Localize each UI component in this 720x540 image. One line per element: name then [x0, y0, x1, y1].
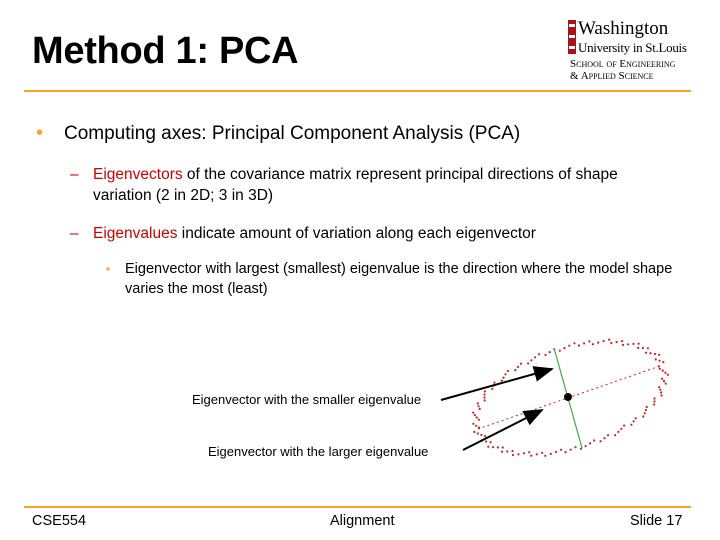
shape-point [506, 450, 508, 452]
shape-point [483, 393, 485, 395]
bullet-text: Computing axes: Principal Component Analysis (PCA) [64, 123, 521, 144]
shape-point [536, 453, 538, 455]
shape-point [502, 377, 504, 379]
shape-point [493, 382, 495, 384]
shape-point [630, 424, 632, 426]
shape-point [544, 455, 546, 457]
shape-point [655, 358, 657, 360]
shape-point [472, 412, 474, 414]
shape-point [507, 370, 509, 372]
shape-point [472, 423, 474, 425]
shape-point [665, 383, 667, 385]
shape-point [478, 405, 480, 407]
shape-point [663, 380, 665, 382]
label-smaller-eigenvalue: Eigenvector with the smaller eigenvalue [192, 392, 422, 407]
shape-point [653, 403, 655, 405]
footer-slide-number: Slide 17 [630, 513, 683, 529]
eigenvectors-term: Eigenvectors [93, 166, 183, 183]
shape-point [504, 373, 506, 375]
shape-point [645, 352, 647, 354]
shape-point [610, 342, 612, 344]
shape-point [616, 341, 618, 343]
shape-point [600, 440, 602, 442]
shape-point [578, 344, 580, 346]
shape-point [480, 434, 482, 436]
shape-point [654, 353, 656, 355]
shape-point [603, 340, 605, 342]
shape-point [659, 368, 661, 370]
shape-point [555, 451, 557, 453]
sub-bullet-rest: of the covariance matrix represent principal directions of shape variation (2 in 2D; 3 in 3D) [93, 166, 618, 204]
shape-point [623, 425, 625, 427]
footer-rule [24, 506, 691, 508]
shape-point [622, 344, 624, 346]
shape-point [550, 453, 552, 455]
shape-point [646, 406, 648, 408]
shape-point [559, 350, 561, 352]
footer-course: CSE554 [32, 513, 87, 529]
shape-point [560, 449, 562, 451]
slide-title: Method 1: PCA [32, 30, 299, 72]
shape-point [607, 434, 609, 436]
shape-point [484, 390, 486, 392]
shape-point [478, 419, 480, 421]
shape-point [487, 446, 489, 448]
shape-point [501, 380, 503, 382]
shape-point [597, 342, 599, 344]
shape-point [475, 425, 477, 427]
bullet-dot-icon: • [106, 262, 111, 276]
shape-point [659, 360, 661, 362]
shape-point [514, 369, 516, 371]
shape-point [589, 442, 591, 444]
shape-point [520, 363, 522, 365]
shape-point [479, 408, 481, 410]
shape-point [583, 342, 585, 344]
shape-point [642, 415, 644, 417]
shape-point [477, 402, 479, 404]
shape-point [483, 396, 485, 398]
shape-point [592, 343, 594, 345]
shape-point [473, 431, 475, 433]
dash-icon: – [70, 166, 79, 183]
shape-point [528, 451, 530, 453]
logo-line-4: & Applied Science [570, 70, 654, 82]
footer-topic: Alignment [330, 513, 395, 529]
shape-point [642, 347, 644, 349]
shape-point [573, 342, 575, 344]
dash-icon: – [70, 225, 79, 242]
shape-point [527, 362, 529, 364]
shape-point [474, 414, 476, 416]
shape-point [660, 391, 662, 393]
shape-point [620, 428, 622, 430]
shape-point [662, 361, 664, 363]
shape-point [661, 378, 663, 380]
logo-line-1: Washington [578, 18, 669, 39]
pointer-arrow-smaller [441, 369, 552, 400]
bullet-dot-icon: • [36, 122, 44, 144]
shape-point [484, 435, 486, 437]
shape-point [492, 446, 494, 448]
shape-point [530, 359, 532, 361]
shape-point [511, 450, 513, 452]
shape-point [544, 354, 546, 356]
label-larger-eigenvalue: Eigenvector with the larger eigenvalue [208, 444, 429, 459]
shape-point [491, 388, 493, 390]
shape-point [635, 417, 637, 419]
shape-point [627, 343, 629, 345]
shape-point [617, 431, 619, 433]
shape-point [649, 352, 651, 354]
shape-point [485, 440, 487, 442]
shape-point [484, 399, 486, 401]
shape-point [517, 453, 519, 455]
shape-point [502, 446, 504, 448]
shape-point [647, 347, 649, 349]
shape-point [477, 432, 479, 434]
shape-point [621, 340, 623, 342]
shape-point [659, 389, 661, 391]
shape-point [523, 452, 525, 454]
shape-point [530, 455, 532, 457]
eigenvalues-term: Eigenvalues [93, 225, 178, 242]
shape-point [497, 446, 499, 448]
shape-point [568, 345, 570, 347]
shape-point [588, 340, 590, 342]
shape-point [653, 397, 655, 399]
shape-point [658, 354, 660, 356]
shape-point [593, 439, 595, 441]
logo-line-2: University in St.Louis [578, 40, 687, 55]
shape-point [563, 347, 565, 349]
shape-point [662, 370, 664, 372]
shape-point [658, 386, 660, 388]
shape-point [501, 451, 503, 453]
shape-point [534, 356, 536, 358]
shape-point [637, 347, 639, 349]
shape-point [565, 451, 567, 453]
shape-point [489, 441, 491, 443]
shape-point [585, 445, 587, 447]
shape-point [653, 400, 655, 402]
shape-point [538, 353, 540, 355]
shape-point [608, 339, 610, 341]
shape-point [614, 434, 616, 436]
sub-sub-bullet-text: Eigenvector with largest (smallest) eigenvalue is the direction where the model shape varies the most (least) [125, 261, 673, 297]
shape-point [644, 412, 646, 414]
shape-point [633, 420, 635, 422]
shape-point [603, 437, 605, 439]
shape-point [517, 366, 519, 368]
shape-point [645, 409, 647, 411]
shape-point [512, 454, 514, 456]
shape-point [661, 394, 663, 396]
shape-point [664, 372, 666, 374]
shape-point [667, 374, 669, 376]
shape-point [476, 416, 478, 418]
logo-line-3: School of Engineering [570, 58, 676, 70]
centroid [564, 393, 572, 401]
shape-point [638, 343, 640, 345]
shape-point [541, 452, 543, 454]
sub-bullet-rest: indicate amount of variation along each eigenvector [177, 225, 536, 242]
shape-point [549, 351, 551, 353]
shape-point [632, 343, 634, 345]
shape-point [570, 449, 572, 451]
shape-point [574, 446, 576, 448]
